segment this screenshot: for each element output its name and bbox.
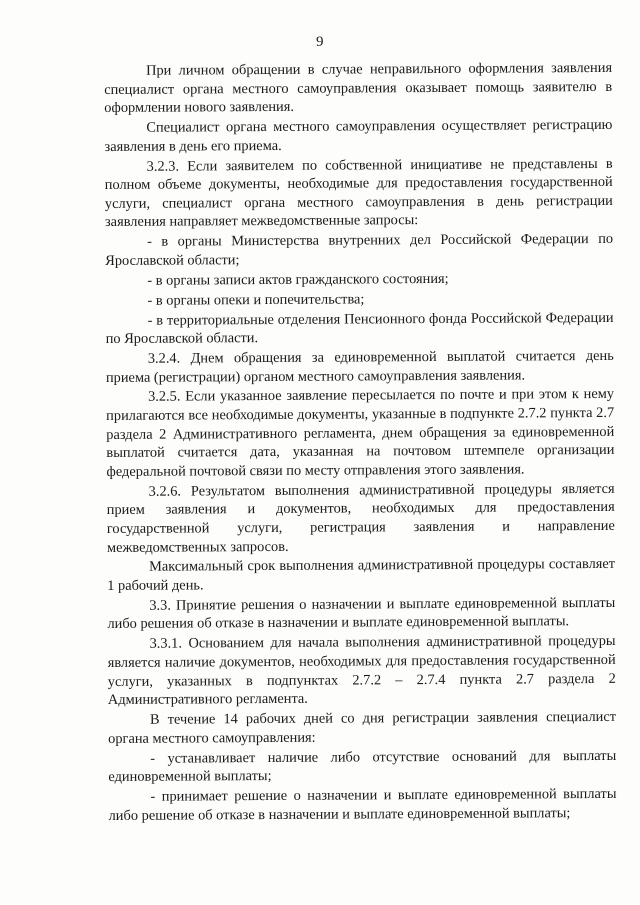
list-item-zags: - в органы записи актов гражданского состояния; [147, 270, 449, 289]
paragraph-personal-appeal: При личном обращении в случае неправильного оформления заявления специалист органа местного самоуправления оказывает помощь заявителю в оформлении нового заявления. [104, 59, 613, 117]
paragraph-14-days: В течение 14 рабочих дней со дня регистрации заявления специалист органа местного самоуправления: [108, 708, 617, 747]
document-body [104, 59, 617, 825]
paragraph-max-term: Максимальный срок выполнения административной процедуры составляет 1 рабочий день. [107, 556, 616, 594]
paragraph-3-2-4: 3.2.4. Днем обращения за единовременной выплатой считается день приема (регистрации) органом местного самоуправления заявления. [105, 347, 614, 386]
paragraph-registration: Специалист органа местного самоуправления осуществляет регистрацию заявления в день его приема. [104, 116, 613, 155]
paragraph-3-3-1: 3.3.1. Основанием для начала выполнения административной процедуры является наличие документов, необходимых для предоставления государственной услуги, указанных в подпунктах 2.7.2 – 2.7.4 пункта 2.7 раздела 2 Административного регламента. [107, 633, 616, 709]
paragraph-3-2-6: 3.2.6. Результатом выполнения административной процедуры является прием заявления и документов, необходимых для предоставления государственной услуги, регистрация заявления и направление межведомственных запросов. [106, 480, 615, 556]
list-item-mvd: - в органы Министерства внутренних дел Российской Федерации по Ярославской области; [105, 231, 614, 269]
paragraph-3-2-3: 3.2.3. Если заявителем по собственной инициативе не представлены в полном объеме документы, необходимые для предоставления государственной услуги, специалист органа местного самоуправления в день регистрации заявления направляет межведомственные запросы: [104, 155, 613, 231]
list-item-guardianship: - в органы опеки и попечительства; [147, 291, 365, 309]
list-item-pension-fund: - в территориальные отделения Пенсионного фонда Российской Федерации по Ярославской области. [105, 309, 614, 348]
paragraph-3-3: 3.3. Принятие решения о назначении и выплате единовременной выплаты либо решения об отказе в назначении и выплате единовременной выплаты. [107, 594, 616, 633]
paragraph-3-2-5: 3.2.5. Если указанное заявление пересылается по почте и при этом к нему прилагаются все необходимые документы, указанные в подпункте 2.7.2 пункта 2.7 раздела 2 Административного регламента, днем обращения за единовременной выплатой считается дата, указанная на почтовом штемпеле организации федеральной почтовой связи по месту отправления этого заявления. [106, 386, 615, 480]
list-item-establish-grounds: - устанавливает наличие либо отсутствие оснований для выплаты единовременной выплаты; [108, 747, 617, 786]
list-item-make-decision: - принимает решение о назначении и выплате единовременной выплаты либо решение об отказе в назначении и выплате единовременной выплаты; [108, 785, 617, 824]
page-number: 9 [316, 34, 324, 50]
